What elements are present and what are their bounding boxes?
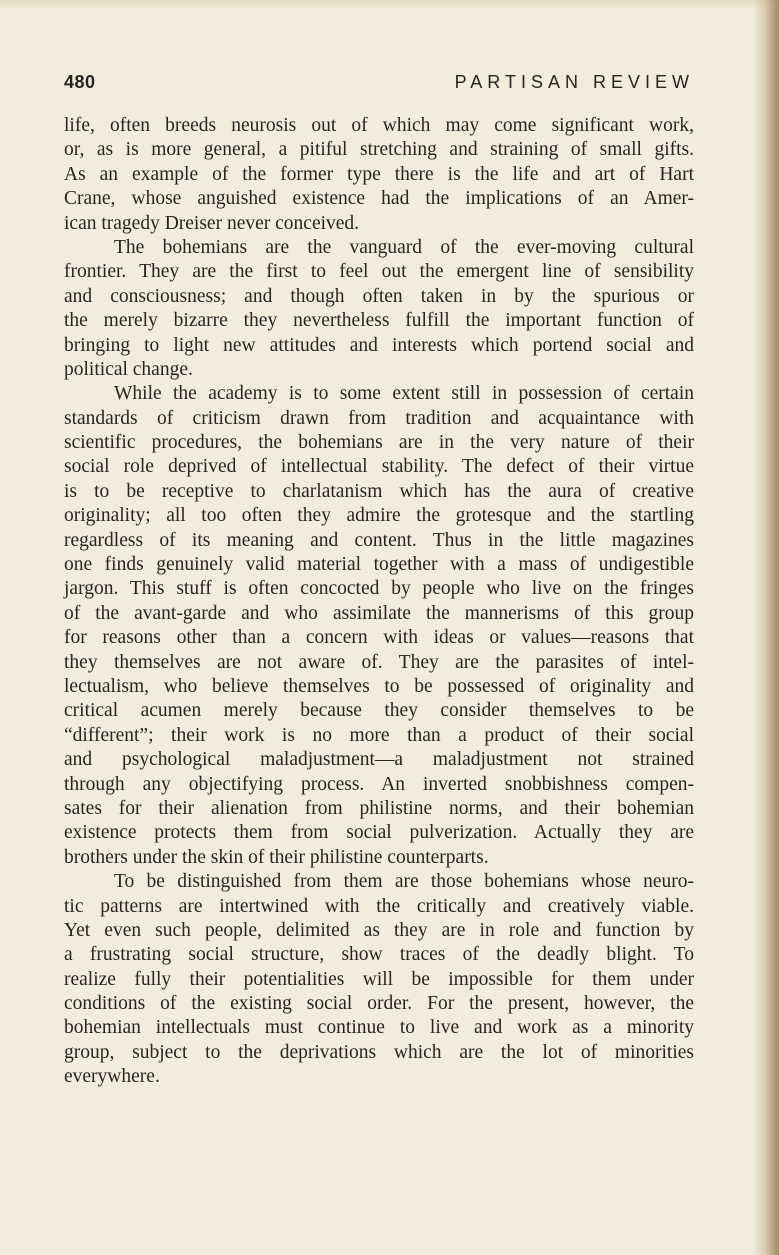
paragraph-4 [64, 870, 694, 1090]
text-line: The bohemians are the vanguard of the ever-moving cultural [114, 236, 694, 258]
page-number: 480 [64, 72, 96, 92]
text-line: Yet even such people, delimited as they are in role and function by [64, 919, 694, 941]
text-line: for reasons other than a concern with ideas or values—reasons that [64, 627, 694, 649]
text-line: While the academy is to some extent still in possession of certain [114, 383, 694, 405]
text-line: “different”; their work is no more than a product of their social [64, 724, 694, 746]
text-line: the merely bizarre they nevertheless fulfill the important function of [64, 310, 694, 332]
text-line: life, often breeds neurosis out of which may come significant work, [64, 115, 694, 136]
text-line: through any objectifying process. An inverted snobbishness compen- [64, 773, 694, 795]
text-line: one finds genuinely valid material together with a mass of undigestible [64, 554, 694, 576]
text-line: brothers under the skin of their philistine counterparts. [64, 846, 489, 868]
text-line: standards of criticism drawn from tradition and acquaintance with [64, 407, 694, 429]
text-line: tic patterns are intertwined with the critically and creatively viable. [64, 895, 694, 917]
running-head [64, 72, 694, 96]
text-line: of the avant-garde and who assimilate the mannerisms of this group [64, 602, 694, 624]
text-line: is to be receptive to charlatanism which has the aura of creative [64, 480, 694, 502]
book-gutter-shadow [753, 0, 779, 1255]
text-line: To be distinguished from them are those bohemians whose neuro- [114, 871, 694, 893]
text-line: social role deprived of intellectual stability. The defect of their virtue [64, 456, 694, 478]
paragraph-1 [64, 114, 694, 236]
text-line: political change. [64, 358, 193, 380]
text-line: regardless of its meaning and content. Thus in the little magazines [64, 529, 694, 551]
text-line: bringing to light new attitudes and interests which portend social and [64, 334, 694, 356]
paragraph-2 [64, 236, 694, 382]
text-line: lectualism, who believe themselves to be possessed of originality and [64, 675, 694, 697]
text-line: everywhere. [64, 1066, 160, 1088]
text-line: ican tragedy Dreiser never conceived. [64, 212, 360, 234]
text-line: realize fully their potentialities will be impossible for them under [64, 968, 694, 990]
text-line: scientific procedures, the bohemians are in the very nature of their [64, 432, 694, 454]
text-line: they themselves are not aware of. They are the parasites of intel- [64, 651, 694, 673]
text-line: Crane, whose anguished existence had the implications of an Amer- [64, 188, 694, 210]
page-top-shadow [0, 0, 779, 10]
text-line: conditions of the existing social order. For the present, however, the [64, 993, 694, 1015]
body-text [64, 114, 694, 1090]
text-line: and consciousness; and though often taken in by the spurious or [64, 285, 694, 307]
text-line: a frustrating social structure, show traces of the deadly blight. To [64, 944, 694, 966]
paragraph-3 [64, 382, 694, 870]
text-line: critical acumen merely because they consider themselves to be [64, 700, 694, 722]
journal-title: PARTISAN REVIEW [454, 72, 694, 92]
text-line: frontier. They are the first to feel out the emergent line of sensibility [64, 261, 694, 283]
text-line: bohemian intellectuals must continue to live and work as a minority [64, 1017, 694, 1039]
text-line: originality; all too often they admire the grotesque and the startling [64, 505, 694, 527]
text-line: jargon. This stuff is often concocted by people who live on the fringes [64, 578, 694, 600]
text-line: existence protects them from social pulverization. Actually they are [64, 822, 694, 844]
text-line: or, as is more general, a pitiful stretching and straining of small gifts. [64, 139, 694, 161]
text-line: group, subject to the deprivations which are the lot of minorities [64, 1041, 694, 1063]
text-line: and psychological maladjustment—a maladjustment not strained [64, 749, 694, 771]
text-line: sates for their alienation from philistine norms, and their bohemian [64, 797, 694, 819]
text-line: As an example of the former type there is the life and art of Hart [64, 163, 694, 185]
